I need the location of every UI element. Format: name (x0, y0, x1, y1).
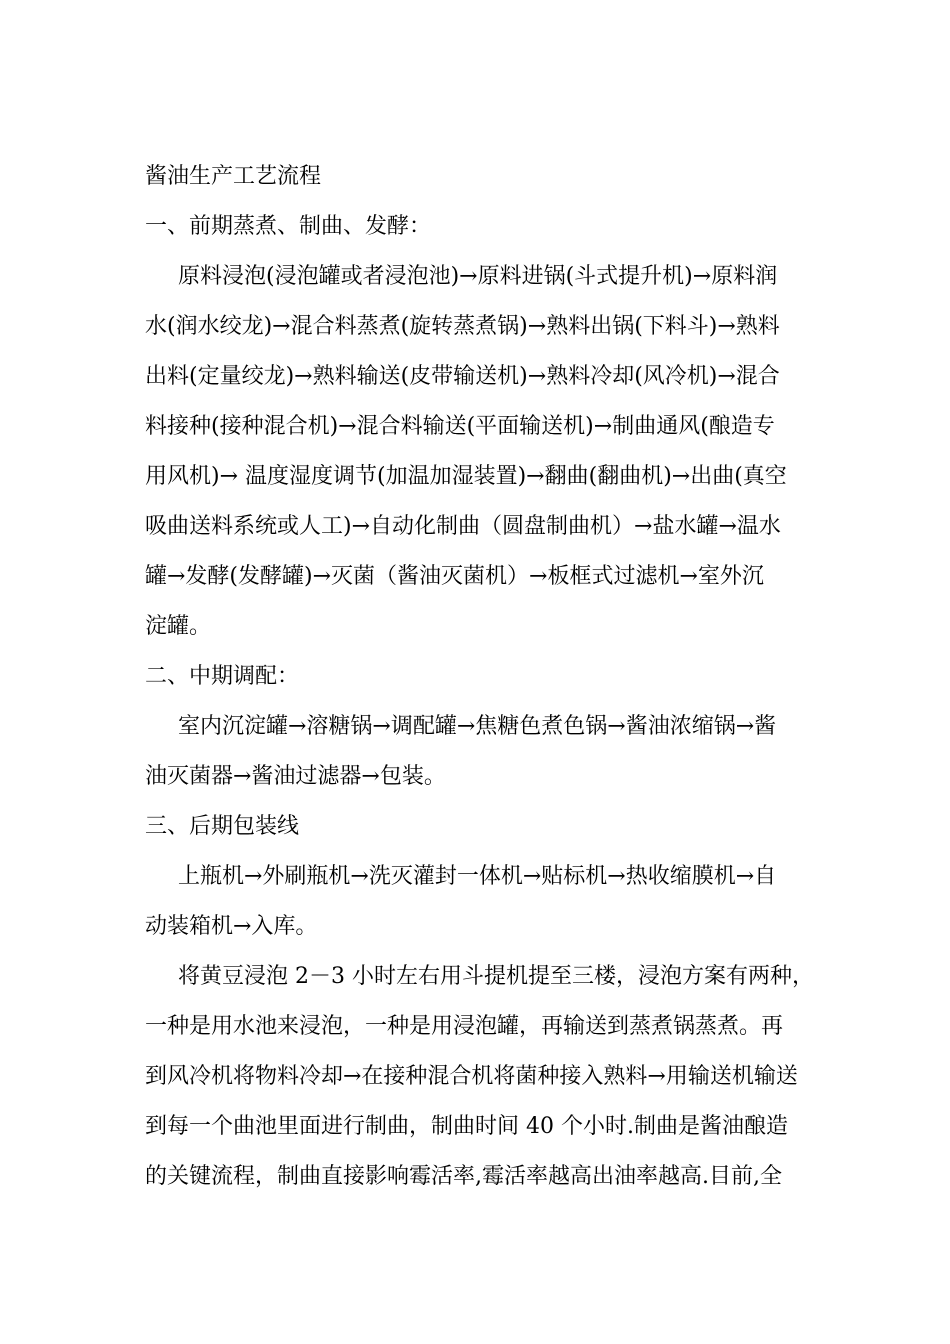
section-heading-mid-stage: 二、中期调配： (145, 664, 300, 689)
paragraph-line: 水(润水绞龙)→混合料蒸煮(旋转蒸煮锅)→熟料出锅(下料斗)→熟料 (145, 314, 780, 339)
paragraph-line: 用风机)→ 温度湿度调节(加温加湿装置)→翻曲(翻曲机)→出曲(真空 (145, 464, 787, 489)
paragraph-line: 室内沉淀罐→溶糖锅→调配罐→焦糖色煮色锅→酱油浓缩锅→酱 (178, 714, 777, 739)
paragraph-mid-stage (145, 702, 815, 802)
paragraph-line: 将黄豆浸泡 2－3 小时左右用斗提机提至三楼，浸泡方案有两种， (178, 964, 814, 989)
paragraph-line: 罐→发酵(发酵罐)→灭菌（酱油灭菌机）→板框式过滤机→室外沉 (145, 564, 764, 589)
paragraph-line: 的关键流程，制曲直接影响霉活率,霉活率越高出油率越高.目前,全 (145, 1164, 782, 1189)
paragraph-line: 到风冷机将物料冷却→在接种混合机将菌种接入熟料→用输送机输送 (145, 1064, 798, 1089)
document-page (145, 152, 815, 1202)
paragraph-line: 上瓶机→外刷瓶机→洗灭灌封一体机→贴标机→热收缩膜机→自 (178, 864, 777, 889)
paragraph-line: 动装箱机→入库。 (145, 914, 318, 939)
paragraph-line: 油灭菌器→酱油过滤器→包装。 (145, 764, 446, 789)
section-heading-packaging-line: 三、后期包装线 (145, 814, 300, 839)
paragraph-process-description (145, 952, 815, 1202)
paragraph-line: 到每一个曲池里面进行制曲，制曲时间 40 个小时.制曲是酱油酿造 (145, 1114, 788, 1139)
paragraph-line: 吸曲送料系统或人工)→自动化制曲（圆盘制曲机）→盐水罐→温水 (145, 514, 781, 539)
paragraph-line: 原料浸泡(浸泡罐或者浸泡池)→原料进锅(斗式提升机)→原料润 (178, 264, 778, 289)
section-heading-early-stage: 一、前期蒸煮、制曲、发酵： (145, 214, 432, 239)
paragraph-line: 一种是用水池来浸泡，一种是用浸泡罐，再输送到蒸煮锅蒸煮。再 (145, 1014, 784, 1039)
paragraph-line: 出料(定量绞龙)→熟料输送(皮带输送机)→熟料冷却(风冷机)→混合 (145, 364, 780, 389)
paragraph-line: 淀罐。 (145, 614, 212, 639)
paragraph-line: 料接种(接种混合机)→混合料输送(平面输送机)→制曲通风(酿造专 (145, 414, 775, 439)
paragraph-packaging-line (145, 852, 815, 952)
document-title: 酱油生产工艺流程 (145, 164, 322, 189)
paragraph-early-stage (145, 252, 815, 652)
